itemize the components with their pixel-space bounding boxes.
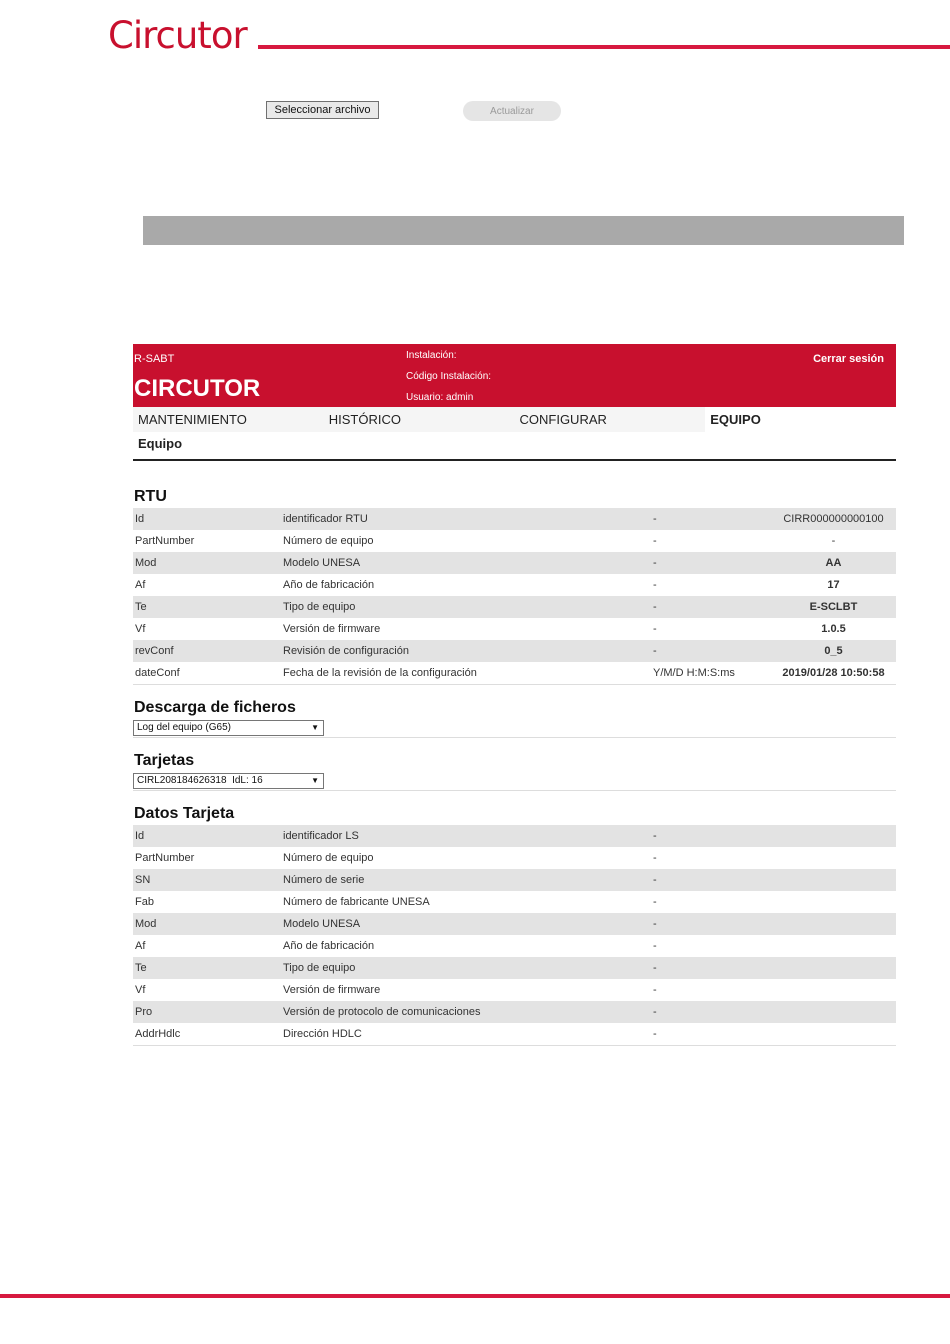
cell-desc: Fecha de la revisión de la configuración xyxy=(283,667,477,679)
cell-unit: - xyxy=(653,645,657,657)
cell-unit: - xyxy=(653,940,657,952)
cell-key: Te xyxy=(135,601,147,613)
downloads-select-value: Log del equipo (G65) xyxy=(137,722,231,733)
cell-unit: - xyxy=(653,918,657,930)
logout-link[interactable]: Cerrar sesión xyxy=(813,353,884,365)
table-row xyxy=(133,552,896,574)
downloads-select[interactable] xyxy=(133,720,324,736)
cell-key: Id xyxy=(135,830,145,842)
table-row xyxy=(133,530,896,552)
cell-desc: Versión de firmware xyxy=(283,984,381,996)
cell-desc: Número de fabricante UNESA xyxy=(283,896,430,908)
table-row xyxy=(133,979,896,1001)
cell-key: PartNumber xyxy=(135,852,195,864)
card-data-title: Datos Tarjeta xyxy=(134,805,235,822)
cell-key: PartNumber xyxy=(135,535,195,547)
table-row xyxy=(133,913,896,935)
tab-configure[interactable]: CONFIGURAR xyxy=(519,412,607,427)
table-row xyxy=(133,847,896,869)
update-button[interactable]: Actualizar xyxy=(463,101,561,121)
cell-desc: Número de serie xyxy=(283,874,365,886)
table-row xyxy=(133,618,896,640)
cell-value: 0_5 xyxy=(824,645,843,657)
cards-select[interactable] xyxy=(133,773,324,789)
cell-key: Id xyxy=(135,513,145,525)
cell-unit: Y/M/D H:M:S:ms xyxy=(653,667,735,679)
downloads-title: Descarga de ficheros xyxy=(134,699,296,716)
app-brand: CIRCUTOR xyxy=(134,375,261,402)
cell-unit: - xyxy=(653,984,657,996)
cell-key: revConf xyxy=(135,645,174,657)
table-row xyxy=(133,662,896,684)
installation-code-label: Código Instalación: xyxy=(406,371,492,382)
cell-desc: Modelo UNESA xyxy=(283,557,361,569)
dropdown-arrow-icon: ▼ xyxy=(311,776,319,785)
cell-desc: identificador RTU xyxy=(283,513,368,525)
circutor-logo: Circutor xyxy=(108,14,247,57)
cell-key: Fab xyxy=(135,896,154,908)
footer-divider xyxy=(0,1294,950,1298)
cell-value: AA xyxy=(825,557,842,569)
cell-unit: - xyxy=(653,830,657,842)
cell-value: CIRR000000000100 xyxy=(783,513,884,525)
cell-unit: - xyxy=(653,1006,657,1018)
cell-value: E-SCLBT xyxy=(809,601,858,613)
cell-key: Af xyxy=(135,579,146,591)
cell-unit: - xyxy=(653,1028,657,1040)
cell-desc: Tipo de equipo xyxy=(283,601,356,613)
cell-desc: Tipo de equipo xyxy=(283,962,356,974)
table-row xyxy=(133,935,896,957)
cell-value: - xyxy=(831,535,836,547)
cell-key: Mod xyxy=(135,557,157,569)
table-row xyxy=(133,825,896,847)
main-nav xyxy=(133,407,896,432)
table-row xyxy=(133,891,896,913)
table-row xyxy=(133,574,896,596)
cell-desc: Modelo UNESA xyxy=(283,918,361,930)
cell-desc: Dirección HDLC xyxy=(283,1028,362,1040)
table-row xyxy=(133,596,896,618)
cell-unit: - xyxy=(653,579,657,591)
cell-key: Af xyxy=(135,940,146,952)
table-row xyxy=(133,640,896,662)
cell-desc: Versión de protocolo de comunicaciones xyxy=(283,1006,481,1018)
cell-desc: Número de equipo xyxy=(283,852,374,864)
cards-title: Tarjetas xyxy=(134,752,195,769)
cell-value: 17 xyxy=(827,579,840,591)
system-name: R-SABT xyxy=(134,353,175,365)
cell-desc: Número de equipo xyxy=(283,535,374,547)
cell-value: 2019/01/28 10:50:58 xyxy=(782,667,885,679)
cell-desc: Año de fabricación xyxy=(283,940,375,952)
cell-unit: - xyxy=(653,535,657,547)
cell-unit: - xyxy=(653,874,657,886)
tab-maintenance[interactable]: MANTENIMIENTO xyxy=(138,412,247,427)
cell-value: 1.0.5 xyxy=(821,623,846,635)
tab-equipment[interactable]: EQUIPO xyxy=(705,407,896,432)
cell-key: Te xyxy=(135,962,147,974)
cell-key: Mod xyxy=(135,918,157,930)
card-data-table xyxy=(133,825,896,1046)
installation-label: Instalación: xyxy=(406,350,457,361)
cell-key: Vf xyxy=(135,623,146,635)
cell-key: AddrHdlc xyxy=(135,1028,181,1040)
table-row xyxy=(133,957,896,979)
cell-key: dateConf xyxy=(135,667,180,679)
table-row xyxy=(133,1001,896,1023)
cell-key: SN xyxy=(135,874,151,886)
header-divider xyxy=(258,45,950,49)
cell-desc: Versión de firmware xyxy=(283,623,381,635)
cell-desc: identificador LS xyxy=(283,830,359,842)
table-row xyxy=(133,1023,896,1045)
dropdown-arrow-icon: ▼ xyxy=(311,723,319,732)
tab-history[interactable]: HISTÓRICO xyxy=(328,412,401,427)
cell-unit: - xyxy=(653,962,657,974)
select-file-button[interactable]: Seleccionar archivo xyxy=(266,101,379,119)
rtu-title: RTU xyxy=(134,488,167,505)
progress-bar-empty xyxy=(143,216,904,245)
cell-desc: Revisión de configuración xyxy=(283,645,409,657)
cell-unit: - xyxy=(653,557,657,569)
cards-select-value: CIRL208184626318 IdL: 16 xyxy=(137,775,263,786)
rtu-table xyxy=(133,508,896,685)
app-screenshot xyxy=(133,344,896,1046)
cell-unit: - xyxy=(653,623,657,635)
cell-key: Pro xyxy=(135,1006,153,1018)
table-row xyxy=(133,508,896,530)
cell-key: Vf xyxy=(135,984,146,996)
subtab-equipment[interactable]: Equipo xyxy=(133,432,896,461)
cell-unit: - xyxy=(653,896,657,908)
cell-unit: - xyxy=(653,513,657,525)
app-topbar xyxy=(133,344,896,407)
cell-unit: - xyxy=(653,852,657,864)
cell-unit: - xyxy=(653,601,657,613)
table-row xyxy=(133,869,896,891)
cell-desc: Año de fabricación xyxy=(283,579,375,591)
user-label: Usuario: admin xyxy=(406,392,474,403)
